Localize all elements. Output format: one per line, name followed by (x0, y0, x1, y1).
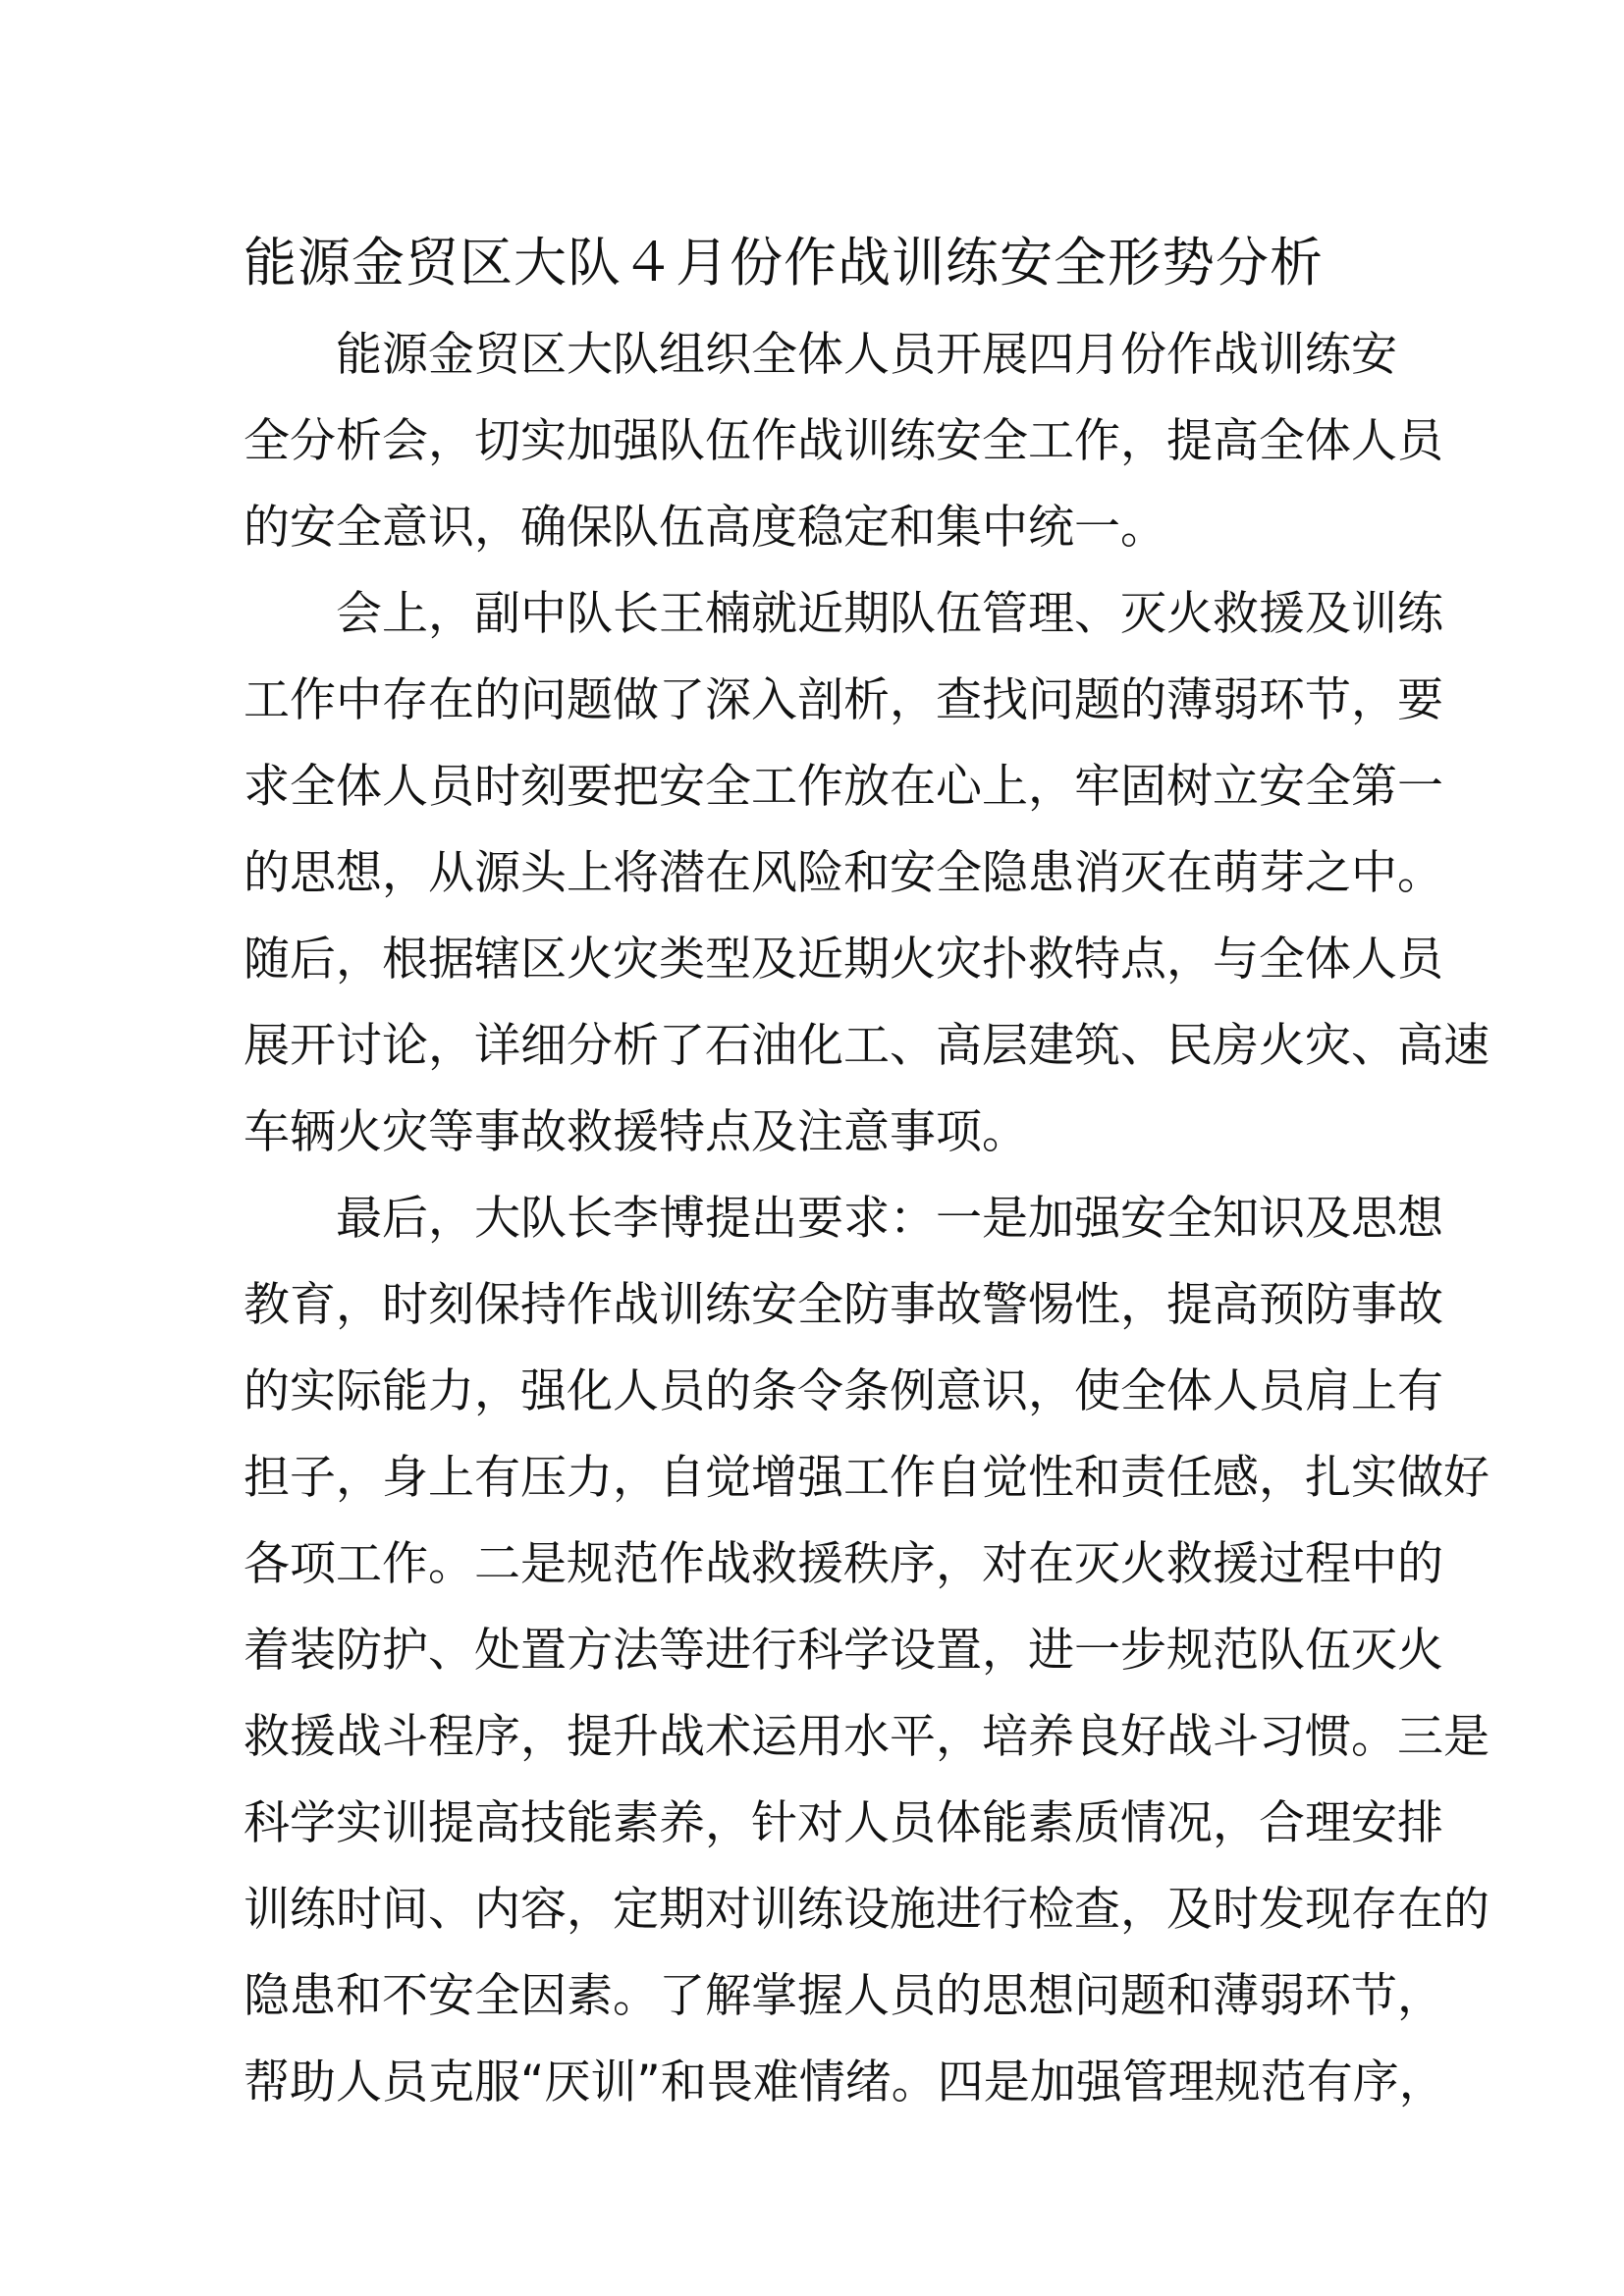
paragraph-1-line-2: 全分析会，切实加强队伍作战训练安全工作，提高全体人员 (244, 414, 1443, 468)
paragraph-2-line-6: 展开讨论，详细分析了石油化工、高层建筑、民房火灾、高速 (244, 1019, 1489, 1073)
paragraph-3-line-3: 的实际能力，强化人员的条令条例意识，使全体人员肩上有 (244, 1364, 1443, 1418)
paragraph-3-line-5: 各项工作。二是规范作战救援秩序，对在灭火救援过程中的 (244, 1537, 1443, 1591)
paragraph-3-line-7: 救援战斗程序，提升战术运用水平，培养良好战斗习惯。三是 (244, 1710, 1489, 1764)
paragraph-3-line-9: 训练时间、内容，定期对训练设施进行检查，及时发现存在的 (244, 1883, 1489, 1937)
paragraph-3-line-1: 最后，大队长李博提出要求：一是加强安全知识及思想 (336, 1192, 1443, 1246)
paragraph-3-line-4: 担子，身上有压力，自觉增强工作自觉性和责任感，扎实做好 (244, 1451, 1489, 1505)
document-title: 能源金贸区大队４月份作战训练安全形势分析 (244, 232, 1324, 294)
paragraph-1-line-3: 的安全意识，确保队伍高度稳定和集中统一。 (244, 501, 1166, 555)
paragraph-3-line-2: 教育，时刻保持作战训练安全防事故警惕性，提高预防事故 (244, 1278, 1443, 1332)
paragraph-2-line-3: 求全体人员时刻要把安全工作放在心上，牢固树立安全第一 (244, 760, 1443, 814)
paragraph-2-line-4: 的思想，从源头上将潜在风险和安全隐患消灭在萌芽之中。 (244, 846, 1443, 900)
paragraph-2-line-7: 车辆火灾等事故救援特点及注意事项。 (244, 1105, 1028, 1159)
paragraph-3-line-6: 着装防护、处置方法等进行科学设置，进一步规范队伍灭火 (244, 1624, 1443, 1678)
paragraph-3-line-11: 帮助人员克服“厌训”和畏难情绪。四是加强管理规范有序， (244, 2056, 1445, 2109)
paragraph-1-line-1: 能源金贸区大队组织全体人员开展四月份作战训练安 (336, 328, 1397, 382)
paragraph-3-line-8: 科学实训提高技能素养，针对人员体能素质情况，合理安排 (244, 1796, 1443, 1850)
paragraph-2-line-5: 随后，根据辖区火灾类型及近期火灾扑救特点，与全体人员 (244, 933, 1443, 987)
document-body (244, 312, 1489, 2126)
paragraph-3-line-10: 隐患和不安全因素。了解掌握人员的思想问题和薄弱环节， (244, 1969, 1443, 2023)
paragraph-2-line-1: 会上，副中队长王楠就近期队伍管理、灭火救援及训练 (336, 587, 1443, 641)
paragraph-2-line-2: 工作中存在的问题做了深入剖析，查找问题的薄弱环节，要 (244, 673, 1443, 727)
